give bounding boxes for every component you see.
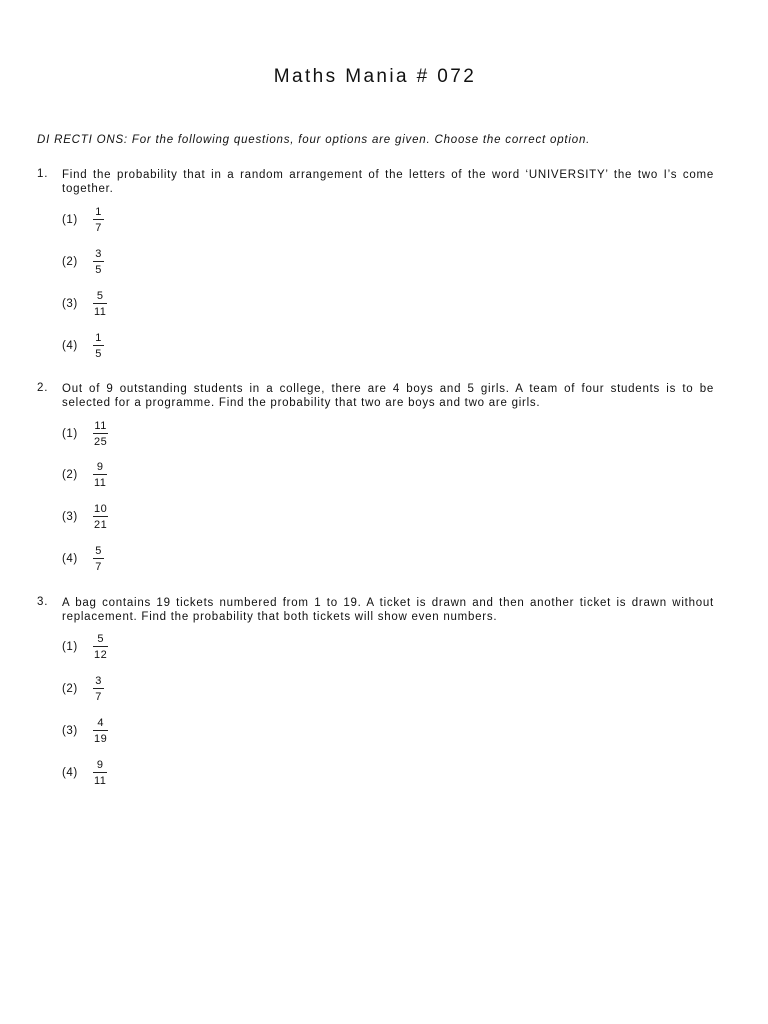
question-text: Find the probability that in a random arrangement of the letters of the word ‘UNIVERSITY’ the two I’s come together. bbox=[62, 169, 714, 195]
fraction-denominator: 7 bbox=[95, 561, 102, 573]
option-2 bbox=[62, 461, 142, 491]
fraction-numerator: 5 bbox=[96, 290, 104, 302]
fraction-denominator: 11 bbox=[94, 477, 107, 489]
fraction-numerator: 9 bbox=[96, 461, 104, 473]
option-4 bbox=[62, 545, 142, 575]
fraction-denominator: 5 bbox=[95, 264, 102, 276]
option-4 bbox=[62, 332, 142, 362]
fraction bbox=[93, 633, 108, 661]
option-1 bbox=[62, 206, 142, 236]
fraction-denominator: 5 bbox=[95, 348, 102, 360]
option-label: (4) bbox=[62, 553, 78, 565]
fraction-numerator: 9 bbox=[96, 759, 104, 771]
option-label: (3) bbox=[62, 511, 78, 523]
option-label: (4) bbox=[62, 767, 78, 779]
fraction-numerator: 11 bbox=[94, 420, 107, 432]
option-label: (3) bbox=[62, 298, 78, 310]
option-2 bbox=[62, 248, 142, 278]
fraction bbox=[93, 503, 108, 531]
option-4 bbox=[62, 759, 142, 789]
question-number: 1. bbox=[37, 168, 49, 180]
option-label: (2) bbox=[62, 469, 78, 481]
fraction bbox=[93, 717, 108, 745]
fraction-denominator: 25 bbox=[94, 436, 108, 448]
option-label: (4) bbox=[62, 340, 78, 352]
option-label: (1) bbox=[62, 641, 78, 653]
option-label: (2) bbox=[62, 256, 78, 268]
fraction bbox=[93, 206, 104, 234]
fraction-numerator: 3 bbox=[95, 248, 102, 260]
fraction-denominator: 12 bbox=[94, 649, 108, 661]
fraction-denominator: 11 bbox=[94, 306, 107, 318]
fraction bbox=[93, 290, 107, 318]
fraction-denominator: 7 bbox=[95, 691, 102, 703]
option-label: (3) bbox=[62, 725, 78, 737]
question-number: 2. bbox=[37, 382, 49, 394]
question-text: A bag contains 19 tickets numbered from 1 to 19. A ticket is drawn and then another ticket is drawn without replacement. Find the probability that both tickets will show even numbers. bbox=[62, 597, 714, 623]
option-label: (1) bbox=[62, 428, 78, 440]
option-label: (1) bbox=[62, 214, 78, 226]
fraction bbox=[93, 545, 104, 573]
option-3 bbox=[62, 290, 142, 320]
fraction-denominator: 21 bbox=[94, 519, 108, 531]
fraction-numerator: 4 bbox=[97, 717, 104, 729]
option-3 bbox=[62, 717, 142, 747]
question-text: Out of 9 outstanding students in a college, there are 4 boys and 5 girls. A team of four students is to be selected for a programme. Find the probability that two are boys and two are girls. bbox=[62, 383, 714, 409]
fraction-numerator: 5 bbox=[95, 545, 102, 557]
question-number: 3. bbox=[37, 596, 49, 608]
option-3 bbox=[62, 503, 142, 533]
option-1 bbox=[62, 633, 142, 663]
fraction bbox=[93, 759, 107, 787]
fraction bbox=[93, 332, 104, 360]
fraction bbox=[93, 675, 104, 703]
fraction bbox=[93, 248, 104, 276]
fraction-numerator: 1 bbox=[95, 206, 102, 218]
fraction-numerator: 1 bbox=[95, 332, 102, 344]
fraction-denominator: 7 bbox=[95, 222, 102, 234]
fraction bbox=[93, 420, 108, 448]
fraction-numerator: 3 bbox=[95, 675, 102, 687]
option-label: (2) bbox=[62, 683, 78, 695]
fraction-numerator: 10 bbox=[94, 503, 108, 515]
fraction-denominator: 19 bbox=[94, 733, 108, 745]
option-1 bbox=[62, 420, 142, 450]
page-title: Maths Mania # 072 bbox=[273, 66, 477, 87]
fraction-numerator: 5 bbox=[97, 633, 104, 645]
directions-text: DI RECTI ONS: For the following questions, four options are given. Choose the correct option. bbox=[37, 134, 591, 146]
fraction bbox=[93, 461, 107, 489]
fraction-denominator: 11 bbox=[94, 775, 107, 787]
option-2 bbox=[62, 675, 142, 705]
